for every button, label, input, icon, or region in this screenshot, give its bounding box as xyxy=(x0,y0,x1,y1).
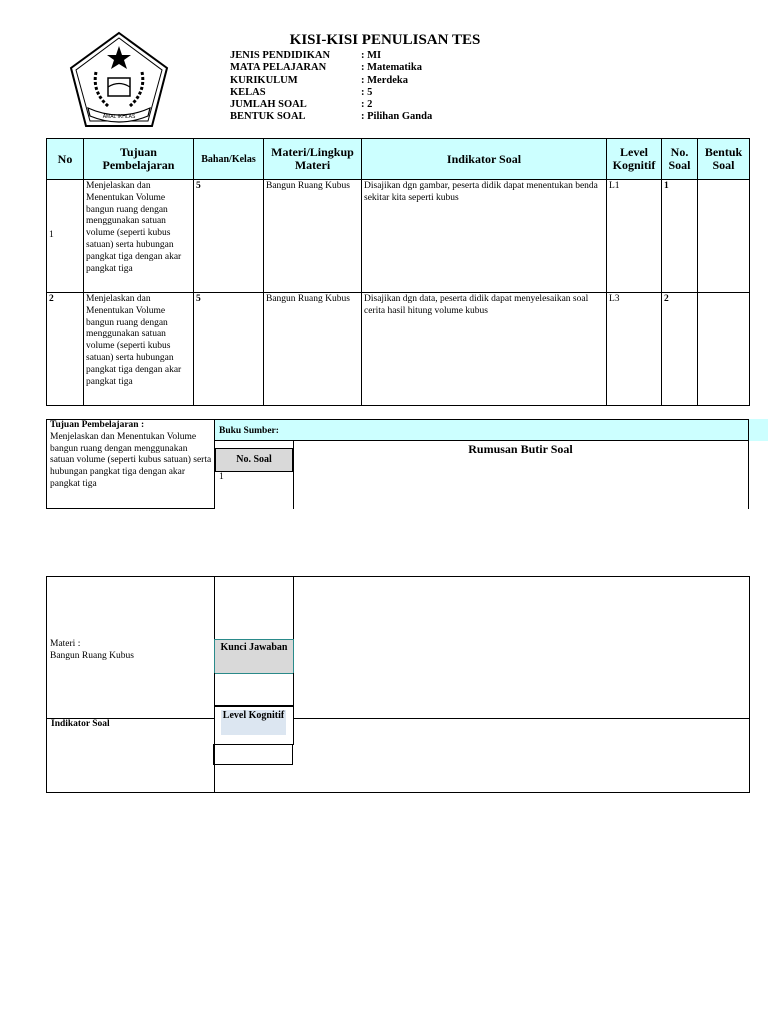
header-nosoal: No. Soal xyxy=(662,139,698,180)
kisi-kisi-table xyxy=(46,138,750,406)
logo-ribbon-text: AMAL IKHLAS xyxy=(102,114,136,120)
table-row xyxy=(47,293,750,406)
row-level: L1 xyxy=(607,180,662,293)
row-materi: Bangun Ruang Kubus xyxy=(264,293,362,406)
card-2-divider-2 xyxy=(293,576,294,639)
header-no: No xyxy=(47,139,84,180)
meta-value: : 2 xyxy=(361,99,373,111)
meta-row xyxy=(230,111,432,123)
card-2-hline-right xyxy=(293,718,750,719)
kunci-jawaban-label: Kunci Jawaban xyxy=(214,639,294,674)
rumusan-label: Rumusan Butir Soal xyxy=(468,442,573,456)
card-indikator-label: Indikator Soal xyxy=(51,719,110,729)
card-tujuan-text: Menjelaskan dan Menentukan Volume bangun ruang dengan menggunakan satuan volume (seperti kubus satuan) serta hubungan pangkat tiga dengan akar pangkat tiga xyxy=(50,431,212,489)
row-bahan: 5 xyxy=(194,293,264,406)
meta-key: JENIS PENDIDIKAN xyxy=(230,50,331,61)
meta-value: : MI xyxy=(361,50,382,61)
row-tujuan: Menjelaskan dan Menentukan Volume bangun ruang dengan menggunakan satuan volume (seperti kubus satuan) serta hubungan pangkat tiga dengan akar pangkat tiga xyxy=(84,293,194,406)
meta-key: JUMLAH SOAL xyxy=(230,99,307,111)
row-bahan: 5 xyxy=(194,180,264,293)
meta-row xyxy=(230,62,432,74)
meta-value: : Pilihan Ganda xyxy=(361,111,433,123)
header-level: Level Kognitif xyxy=(607,139,662,180)
card-tujuan-label: Tujuan Pembelajaran : xyxy=(50,420,145,430)
header-materi: Materi/Lingkup Materi xyxy=(264,139,362,180)
meta-row xyxy=(230,99,432,111)
buku-sumber-label: Buku Sumber: xyxy=(219,426,279,436)
no-soal-label: No. Soal xyxy=(215,448,293,472)
header-bahan: Bahan/Kelas xyxy=(194,139,264,180)
row-no: 1 xyxy=(47,180,84,293)
level-kognitif-value xyxy=(213,744,293,765)
meta-key: MATA PELAJARAN xyxy=(230,62,327,74)
meta-key: BENTUK SOAL xyxy=(230,111,306,123)
header-bentuk: Bentuk Soal xyxy=(698,139,750,180)
buku-sumber-overflow xyxy=(749,419,768,441)
meta-key: KURIKULUM xyxy=(230,74,298,86)
row-materi: Bangun Ruang Kubus xyxy=(264,180,362,293)
meta-value: : Matematika xyxy=(361,62,422,74)
row-no: 2 xyxy=(47,293,84,406)
row-bentuk xyxy=(698,293,750,406)
header-tujuan: Tujuan Pembelajaran xyxy=(84,139,194,180)
meta-row xyxy=(230,75,432,87)
rumusan-area xyxy=(293,441,749,509)
meta-value: : Merdeka xyxy=(361,74,408,86)
row-indikator: Disajikan dgn gambar, peserta didik dapat menentukan benda sekitar kita seperti kubus xyxy=(362,180,607,293)
card-materi-label: Materi : xyxy=(50,639,81,649)
row-level: L3 xyxy=(607,293,662,406)
row-nosoal: 1 xyxy=(662,180,698,293)
meta-row xyxy=(230,50,432,62)
page-title: KISI-KISI PENULISAN TES xyxy=(289,32,481,48)
level-kognitif-label: Level Kognitif xyxy=(221,710,286,735)
row-tujuan: Menjelaskan dan Menentukan Volume bangun ruang dengan menggunakan satuan volume (seperti kubus satuan) serta hubungan pangkat tiga dengan akar pangkat tiga xyxy=(84,180,194,293)
school-logo xyxy=(68,30,170,130)
table-row xyxy=(47,180,750,293)
header-indikator: Indikator Soal xyxy=(362,139,607,180)
no-soal-value: 1 xyxy=(219,472,224,482)
document-meta xyxy=(230,50,432,124)
card-tujuan xyxy=(46,419,215,509)
row-nosoal: 2 xyxy=(662,293,698,406)
row-bentuk xyxy=(698,180,750,293)
card-2-frame xyxy=(46,576,750,793)
meta-value: : 5 xyxy=(361,86,373,98)
meta-row xyxy=(230,87,432,99)
meta-key: KELAS xyxy=(230,86,266,98)
kunci-jawaban-value xyxy=(214,673,294,706)
card-materi-value: Bangun Ruang Kubus xyxy=(50,650,134,661)
buku-sumber-bar xyxy=(214,419,749,441)
row-indikator: Disajikan dgn data, peserta didik dapat menyelesaikan soal cerita hasil hitung volume kubus xyxy=(362,293,607,406)
card-materi xyxy=(50,639,210,663)
